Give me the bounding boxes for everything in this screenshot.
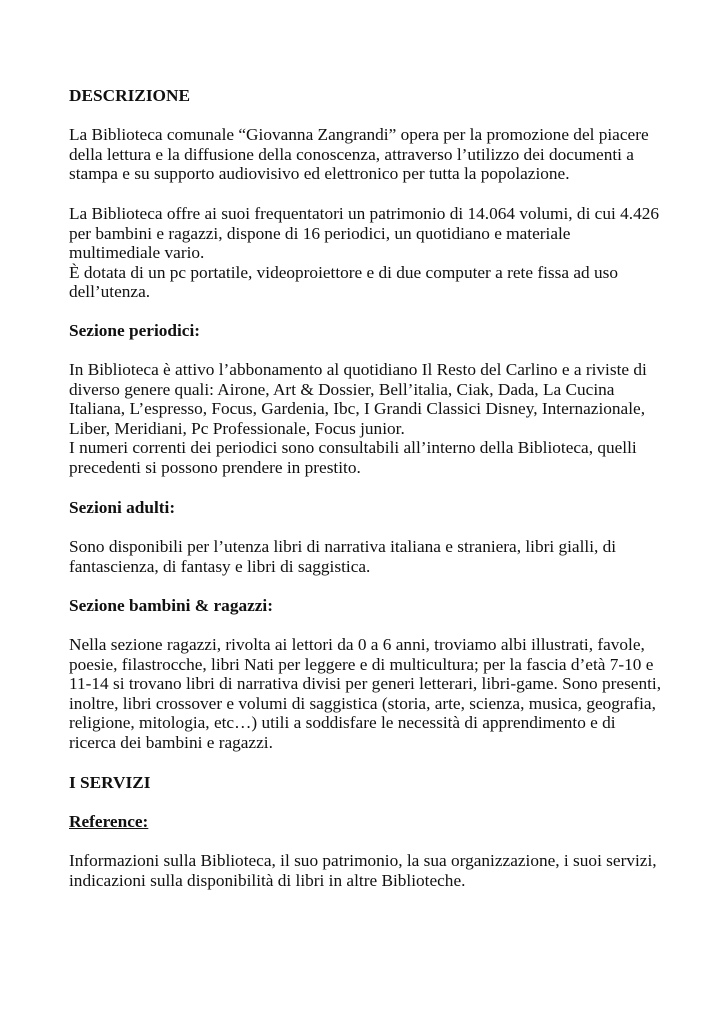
text-line: È dotata di un pc portatile, videoproiettore e di due computer a rete fissa ad uso	[69, 262, 618, 282]
text-line: diverso genere quali: Airone, Art & Dossier, Bell’italia, Ciak, Dada, La Cucina	[69, 379, 615, 399]
text-line: I numeri correnti dei periodici sono consultabili all’interno della Biblioteca, quelli	[69, 438, 637, 458]
text-line: indicazioni sulla disponibilità di libri in altre Biblioteche.	[69, 870, 466, 890]
paragraph-periodici	[69, 360, 647, 478]
section-heading-adulti: Sezioni adulti:	[69, 498, 176, 517]
text-line: inoltre, libri crossover e volumi di saggistica (storia, arte, scienza, musica, geografia,	[69, 693, 656, 713]
paragraph-reference	[69, 851, 657, 890]
text-line: ricerca dei bambini e ragazzi.	[69, 732, 273, 752]
text-line: 11-14 si trovano libri di narrativa divisi per generi letterari, libri-game. Sono presenti,	[69, 674, 662, 694]
text-line: Liber, Meridiani, Pc Professionale, Focus junior.	[69, 418, 405, 438]
text-line: Informazioni sulla Biblioteca, il suo patrimonio, la sua organizzazione, i suoi servizi,	[69, 851, 657, 870]
section-heading-descrizione: DESCRIZIONE	[69, 86, 191, 105]
section-heading-servizi: I SERVIZI	[69, 773, 151, 792]
section-heading-periodici: Sezione periodici:	[69, 321, 201, 340]
text-line: Italiana, L’espresso, Focus, Gardenia, Ibc, I Grandi Classici Disney, Internazionale,	[69, 399, 646, 419]
text-line: precedenti si possono prendere in prestito.	[69, 457, 361, 477]
paragraph-description-2	[69, 204, 659, 302]
section-heading-bambini-ragazzi: Sezione bambini & ragazzi:	[69, 596, 273, 615]
text-line: per bambini e ragazzi, dispone di 16 periodici, un quotidiano e materiale	[69, 223, 571, 243]
paragraph-bambini-ragazzi	[69, 635, 661, 753]
section-heading-reference: Reference:	[69, 812, 149, 831]
text-line: poesie, filastrocche, libri Nati per leggere e di multicultura; per la fascia d’età 7-10 e	[69, 654, 654, 674]
text-line: In Biblioteca è attivo l’abbonamento al quotidiano Il Resto del Carlino e a riviste di	[69, 360, 647, 379]
text-line: Nella sezione ragazzi, rivolta ai lettori da 0 a 6 anni, troviamo albi illustrati, favole,	[69, 635, 645, 654]
text-line: dell’utenza.	[69, 282, 151, 302]
text-line: fantascienza, di fantasy e libri di saggistica.	[69, 556, 371, 576]
text-line: della lettura e la diffusione della conoscenza, attraverso l’utilizzo dei documenti a	[69, 144, 634, 164]
text-line: religione, mitologia, etc…) utili a soddisfare le necessità di apprendimento e di	[69, 713, 616, 733]
text-line: La Biblioteca offre ai suoi frequentatori un patrimonio di 14.064 volumi, di cui 4.426	[69, 204, 660, 223]
text-line: La Biblioteca comunale “Giovanna Zangrandi” opera per la promozione del piacere	[69, 125, 649, 144]
text-line: stampa e su supporto audiovisivo ed elettronico per tutta la popolazione.	[69, 164, 570, 184]
paragraph-adulti	[69, 537, 616, 576]
paragraph-description-1	[69, 125, 649, 184]
text-line: Sono disponibili per l’utenza libri di narrativa italiana e straniera, libri gialli, di	[69, 537, 617, 556]
text-line: multimediale vario.	[69, 243, 205, 263]
